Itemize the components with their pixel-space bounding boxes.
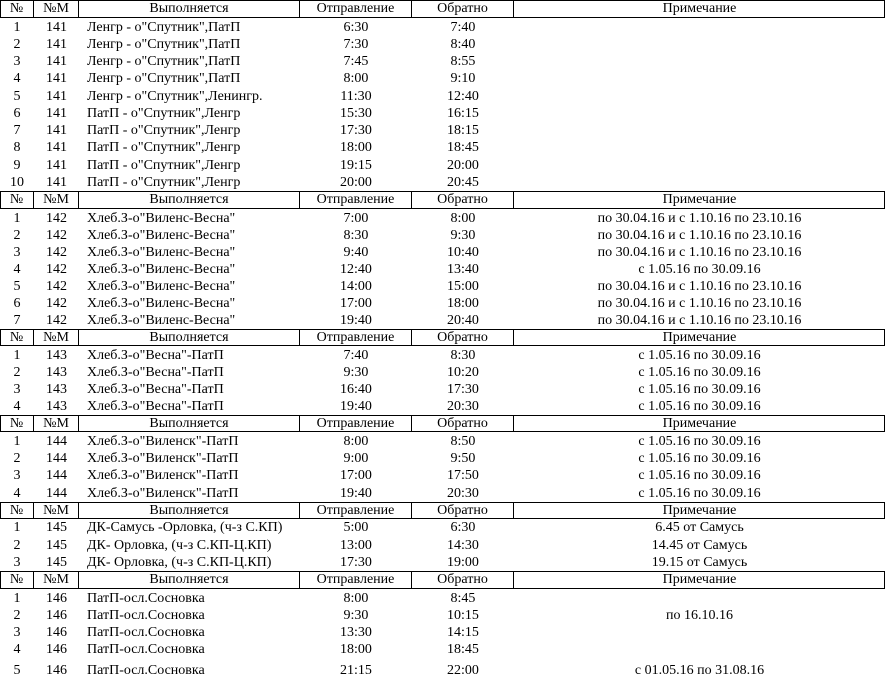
header-departure: Отправление	[300, 192, 412, 208]
table-row	[0, 312, 885, 329]
cell-num: 3	[13, 54, 21, 69]
cell-departure: 7:30	[343, 37, 369, 52]
cell-num: 3	[13, 468, 21, 483]
table-row	[0, 139, 885, 156]
cell-num: 3	[13, 382, 21, 397]
cell-note: с 1.05.16 по 30.09.16	[638, 348, 761, 363]
cell-route: 144	[46, 434, 67, 449]
cell-runs: Хлеб.З-о"Виленс-Весна"	[87, 211, 236, 226]
table-row	[0, 485, 885, 502]
cell-departure: 9:00	[343, 451, 369, 466]
cell-return: 12:40	[447, 89, 479, 104]
table-row	[0, 105, 885, 122]
cell-num: 5	[13, 279, 21, 294]
cell-route: 141	[46, 71, 67, 86]
header-row	[0, 571, 885, 589]
table-row	[0, 122, 885, 139]
cell-return: 19:00	[447, 555, 479, 570]
header-departure: Отправление	[300, 572, 412, 588]
header-runs: Выполняется	[79, 572, 300, 588]
cell-return: 22:00	[447, 663, 479, 678]
header-route: №М	[34, 1, 79, 17]
cell-departure: 15:30	[340, 106, 372, 121]
cell-return: 9:30	[450, 228, 476, 243]
cell-route: 141	[46, 106, 67, 121]
cell-runs: ПатП-осл.Сосновка	[87, 591, 205, 606]
cell-runs: ПатП - о"Спутник",Ленгр	[87, 123, 241, 138]
table-row	[0, 537, 885, 554]
cell-num: 10	[10, 175, 24, 190]
cell-note: по 30.04.16 и с 1.10.16 по 23.10.16	[597, 313, 802, 328]
cell-departure: 19:40	[340, 399, 372, 414]
cell-note: 19.15 от Самусь	[651, 555, 748, 570]
header-row	[0, 502, 885, 519]
cell-runs: Хлеб.З-о"Виленс-Весна"	[87, 228, 236, 243]
cell-num: 2	[13, 228, 21, 243]
header-note: Примечание	[662, 1, 737, 16]
cell-runs: ПатП-осл.Сосновка	[87, 608, 205, 623]
cell-departure: 7:40	[343, 348, 369, 363]
cell-departure: 17:00	[340, 468, 372, 483]
header-runs: Выполняется	[79, 503, 300, 518]
cell-return: 8:45	[450, 591, 476, 606]
table-row	[0, 19, 885, 36]
cell-departure: 9:30	[343, 608, 369, 623]
cell-departure: 17:30	[340, 123, 372, 138]
cell-route: 143	[46, 382, 67, 397]
cell-departure: 8:30	[343, 228, 369, 243]
table-row	[0, 433, 885, 450]
cell-runs: ПатП-осл.Сосновка	[87, 642, 205, 657]
table-row	[0, 88, 885, 105]
cell-num: 6	[13, 106, 21, 121]
cell-num: 3	[13, 555, 21, 570]
cell-note: по 16.10.16	[666, 608, 733, 623]
cell-runs: Хлеб.З-о"Виленск"-ПатП	[87, 451, 239, 466]
cell-runs: Хлеб.З-о"Виленс-Весна"	[87, 279, 236, 294]
table-row	[0, 278, 885, 295]
cell-num: 1	[13, 211, 21, 226]
cell-num: 8	[13, 140, 21, 155]
cell-departure: 19:40	[340, 313, 372, 328]
cell-route: 142	[46, 262, 67, 277]
cell-runs: Хлеб.З-о"Виленск"-ПатП	[87, 486, 239, 501]
cell-num: 2	[13, 608, 21, 623]
cell-num: 1	[13, 348, 21, 363]
cell-runs: Хлеб.З-о"Весна"-ПатП	[87, 365, 224, 380]
header-route: №М	[34, 330, 79, 345]
cell-runs: ПатП - о"Спутник",Ленгр	[87, 175, 241, 190]
cell-departure: 21:15	[340, 663, 372, 678]
cell-return: 13:40	[447, 262, 479, 277]
cell-departure: 19:15	[340, 158, 372, 173]
cell-route: 144	[46, 451, 67, 466]
table-row	[0, 519, 885, 536]
table-row	[0, 662, 885, 679]
cell-return: 8:55	[450, 54, 476, 69]
cell-route: 141	[46, 37, 67, 52]
cell-route: 145	[46, 520, 67, 535]
cell-runs: ПатП-осл.Сосновка	[87, 625, 205, 640]
cell-departure: 18:00	[340, 140, 372, 155]
cell-departure: 8:00	[343, 434, 369, 449]
header-num: №	[0, 1, 34, 17]
header-num: №	[0, 416, 34, 431]
header-note: Примечание	[662, 330, 737, 345]
table-row	[0, 261, 885, 278]
header-num: №	[0, 192, 34, 208]
cell-route: 141	[46, 89, 67, 104]
cell-return: 20:30	[447, 486, 479, 501]
cell-note: с 1.05.16 по 30.09.16	[638, 486, 761, 501]
table-row	[0, 467, 885, 484]
cell-return: 16:15	[447, 106, 479, 121]
cell-route: 141	[46, 123, 67, 138]
cell-num: 4	[13, 642, 21, 657]
table-row	[0, 554, 885, 571]
cell-departure: 9:30	[343, 365, 369, 380]
cell-route: 141	[46, 20, 67, 35]
cell-departure: 13:00	[340, 538, 372, 553]
cell-return: 20:30	[447, 399, 479, 414]
header-row	[0, 0, 885, 18]
cell-runs: Хлеб.З-о"Виленс-Весна"	[87, 296, 236, 311]
cell-return: 18:00	[447, 296, 479, 311]
cell-runs: Хлеб.З-о"Виленск"-ПатП	[87, 468, 239, 483]
cell-runs: Ленгр - о"Спутник",ПатП	[87, 37, 241, 52]
cell-return: 10:20	[447, 365, 479, 380]
cell-num: 9	[13, 158, 21, 173]
header-row	[0, 415, 885, 432]
cell-note: по 30.04.16 и с 1.10.16 по 23.10.16	[597, 245, 802, 260]
cell-return: 18:45	[447, 642, 479, 657]
cell-note: с 1.05.16 по 30.09.16	[638, 262, 761, 277]
cell-note: с 01.05.16 по 31.08.16	[634, 663, 765, 678]
cell-return: 20:45	[447, 175, 479, 190]
cell-return: 10:15	[447, 608, 479, 623]
cell-route: 142	[46, 211, 67, 226]
table-row	[0, 53, 885, 70]
cell-route: 142	[46, 313, 67, 328]
cell-runs: Хлеб.З-о"Весна"-ПатП	[87, 399, 224, 414]
cell-runs: ДК-Самусь -Орловка, (ч-з С.КП)	[87, 520, 283, 535]
cell-route: 145	[46, 555, 67, 570]
cell-route: 144	[46, 486, 67, 501]
cell-route: 141	[46, 175, 67, 190]
table-row	[0, 590, 885, 607]
cell-runs: Ленгр - о"Спутник",ПатП	[87, 54, 241, 69]
header-departure: Отправление	[300, 330, 412, 345]
cell-note: с 1.05.16 по 30.09.16	[638, 365, 761, 380]
cell-route: 146	[46, 591, 67, 606]
header-return: Обратно	[412, 503, 514, 518]
cell-num: 5	[13, 663, 21, 678]
cell-num: 3	[13, 625, 21, 640]
header-return: Обратно	[412, 192, 514, 208]
header-route: №М	[34, 416, 79, 431]
header-return: Обратно	[412, 572, 514, 588]
cell-num: 1	[13, 20, 21, 35]
cell-runs: Ленгр - о"Спутник",ПатП	[87, 20, 241, 35]
table-row	[0, 295, 885, 312]
cell-departure: 6:30	[343, 20, 369, 35]
cell-route: 146	[46, 608, 67, 623]
cell-departure: 8:00	[343, 71, 369, 86]
table-row	[0, 174, 885, 191]
cell-runs: Хлеб.З-о"Виленс-Весна"	[87, 245, 236, 260]
cell-route: 142	[46, 228, 67, 243]
cell-num: 2	[13, 451, 21, 466]
header-departure: Отправление	[300, 503, 412, 518]
cell-runs: Хлеб.З-о"Весна"-ПатП	[87, 382, 224, 397]
header-runs: Выполняется	[79, 416, 300, 431]
cell-note: с 1.05.16 по 30.09.16	[638, 399, 761, 414]
cell-num: 4	[13, 399, 21, 414]
cell-return: 17:30	[447, 382, 479, 397]
header-route: №М	[34, 572, 79, 588]
cell-num: 1	[13, 520, 21, 535]
cell-route: 142	[46, 279, 67, 294]
cell-runs: ДК- Орловка, (ч-з С.КП-Ц.КП)	[87, 555, 272, 570]
cell-departure: 17:30	[340, 555, 372, 570]
cell-departure: 7:45	[343, 54, 369, 69]
cell-return: 8:30	[450, 348, 476, 363]
header-note: Примечание	[662, 416, 737, 431]
cell-return: 10:40	[447, 245, 479, 260]
cell-departure: 18:00	[340, 642, 372, 657]
table-row	[0, 641, 885, 658]
header-num: №	[0, 503, 34, 518]
cell-note: с 1.05.16 по 30.09.16	[638, 451, 761, 466]
cell-route: 141	[46, 54, 67, 69]
cell-departure: 11:30	[340, 89, 372, 104]
cell-note: по 30.04.16 и с 1.10.16 по 23.10.16	[597, 228, 802, 243]
cell-runs: Хлеб.З-о"Виленск"-ПатП	[87, 434, 239, 449]
cell-num: 5	[13, 89, 21, 104]
cell-num: 2	[13, 365, 21, 380]
cell-route: 143	[46, 399, 67, 414]
cell-return: 18:45	[447, 140, 479, 155]
cell-route: 143	[46, 365, 67, 380]
cell-runs: ПатП-осл.Сосновка	[87, 663, 205, 678]
cell-note: по 30.04.16 и с 1.10.16 по 23.10.16	[597, 211, 802, 226]
table-row	[0, 210, 885, 227]
cell-note: с 1.05.16 по 30.09.16	[638, 434, 761, 449]
header-departure: Отправление	[300, 1, 412, 17]
cell-departure: 13:30	[340, 625, 372, 640]
cell-departure: 5:00	[343, 520, 369, 535]
cell-runs: Хлеб.З-о"Виленс-Весна"	[87, 262, 236, 277]
cell-departure: 16:40	[340, 382, 372, 397]
cell-num: 6	[13, 296, 21, 311]
cell-departure: 17:00	[340, 296, 372, 311]
table-row	[0, 347, 885, 364]
header-note: Примечание	[662, 503, 737, 518]
table-row	[0, 244, 885, 261]
cell-route: 141	[46, 140, 67, 155]
cell-return: 20:40	[447, 313, 479, 328]
cell-runs: ДК- Орловка, (ч-з С.КП-Ц.КП)	[87, 538, 272, 553]
cell-note: по 30.04.16 и с 1.10.16 по 23.10.16	[597, 296, 802, 311]
cell-route: 145	[46, 538, 67, 553]
cell-num: 4	[13, 71, 21, 86]
header-runs: Выполняется	[79, 1, 300, 17]
cell-return: 8:00	[450, 211, 476, 226]
header-row	[0, 329, 885, 346]
cell-route: 146	[46, 625, 67, 640]
cell-route: 146	[46, 642, 67, 657]
cell-note: по 30.04.16 и с 1.10.16 по 23.10.16	[597, 279, 802, 294]
cell-departure: 14:00	[340, 279, 372, 294]
cell-return: 17:50	[447, 468, 479, 483]
header-num: №	[0, 572, 34, 588]
cell-departure: 19:40	[340, 486, 372, 501]
header-note: Примечание	[662, 572, 737, 587]
header-return: Обратно	[412, 416, 514, 431]
cell-num: 2	[13, 538, 21, 553]
cell-num: 1	[13, 591, 21, 606]
table-row	[0, 450, 885, 467]
header-runs: Выполняется	[79, 192, 300, 208]
cell-runs: ПатП - о"Спутник",Ленгр	[87, 106, 241, 121]
table-row	[0, 381, 885, 398]
table-row	[0, 36, 885, 53]
header-departure: Отправление	[300, 416, 412, 431]
cell-runs: Ленгр - о"Спутник",ПатП	[87, 71, 241, 86]
header-return: Обратно	[412, 1, 514, 17]
cell-num: 7	[13, 313, 21, 328]
cell-return: 8:40	[450, 37, 476, 52]
cell-departure: 20:00	[340, 175, 372, 190]
cell-return: 9:10	[450, 71, 476, 86]
header-note: Примечание	[662, 192, 737, 207]
cell-return: 18:15	[447, 123, 479, 138]
cell-route: 144	[46, 468, 67, 483]
cell-return: 14:15	[447, 625, 479, 640]
cell-note: 6.45 от Самусь	[655, 520, 744, 535]
cell-departure: 7:00	[343, 211, 369, 226]
cell-num: 4	[13, 262, 21, 277]
cell-return: 20:00	[447, 158, 479, 173]
cell-note: с 1.05.16 по 30.09.16	[638, 468, 761, 483]
cell-route: 142	[46, 296, 67, 311]
cell-num: 2	[13, 37, 21, 52]
header-runs: Выполняется	[79, 330, 300, 345]
table-row	[0, 607, 885, 624]
cell-runs: Хлеб.З-о"Весна"-ПатП	[87, 348, 224, 363]
cell-route: 143	[46, 348, 67, 363]
cell-route: 141	[46, 158, 67, 173]
header-num: №	[0, 330, 34, 345]
cell-runs: Хлеб.З-о"Виленс-Весна"	[87, 313, 236, 328]
cell-return: 14:30	[447, 538, 479, 553]
cell-return: 7:40	[450, 20, 476, 35]
table-row	[0, 398, 885, 415]
cell-route: 146	[46, 663, 67, 678]
cell-return: 6:30	[450, 520, 476, 535]
cell-return: 15:00	[447, 279, 479, 294]
header-route: №М	[34, 503, 79, 518]
cell-note: 14.45 от Самусь	[651, 538, 748, 553]
cell-runs: ПатП - о"Спутник",Ленгр	[87, 158, 241, 173]
cell-num: 1	[13, 434, 21, 449]
table-row	[0, 364, 885, 381]
cell-departure: 8:00	[343, 591, 369, 606]
cell-num: 3	[13, 245, 21, 260]
cell-note: с 1.05.16 по 30.09.16	[638, 382, 761, 397]
table-row	[0, 157, 885, 174]
cell-return: 9:50	[450, 451, 476, 466]
cell-departure: 9:40	[343, 245, 369, 260]
table-row	[0, 70, 885, 87]
cell-departure: 12:40	[340, 262, 372, 277]
table-row	[0, 227, 885, 244]
cell-runs: Ленгр - о"Спутник",Ленингр.	[87, 89, 263, 104]
table-row	[0, 624, 885, 641]
header-route: №М	[34, 192, 79, 208]
cell-num: 4	[13, 486, 21, 501]
cell-return: 8:50	[450, 434, 476, 449]
cell-num: 7	[13, 123, 21, 138]
cell-runs: ПатП - о"Спутник",Ленгр	[87, 140, 241, 155]
header-return: Обратно	[412, 330, 514, 345]
header-row	[0, 191, 885, 209]
cell-route: 142	[46, 245, 67, 260]
